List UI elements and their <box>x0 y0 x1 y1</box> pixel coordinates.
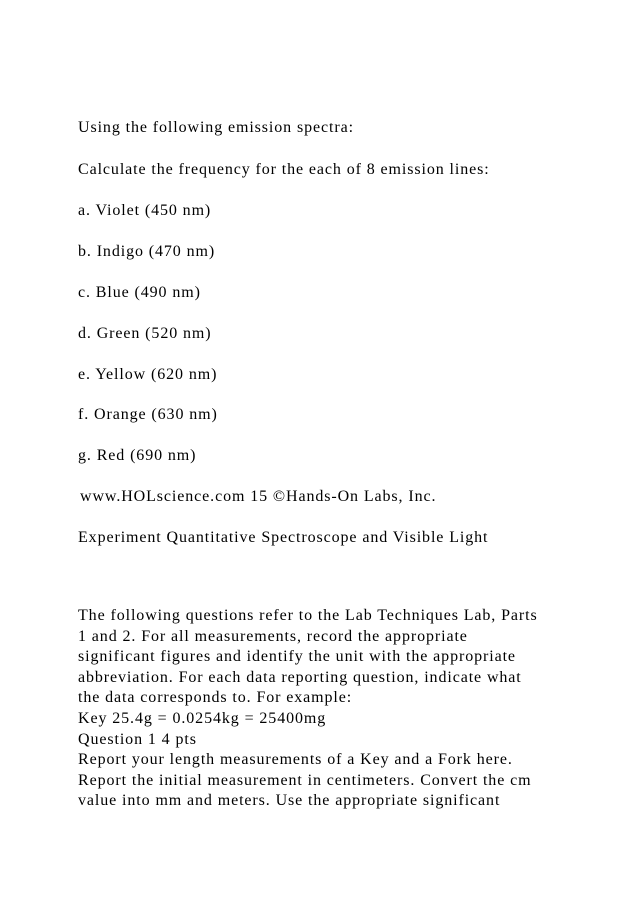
instruction-text: Calculate the frequency for the each of 8 emission lines: <box>78 161 490 178</box>
body-line: the data corresponds to. For example: <box>78 689 353 707</box>
body-line: 1 and 2. For all measurements, record the appropriate <box>78 627 468 645</box>
body-line: significant figures and identify the unit with the appropriate <box>78 648 516 666</box>
body-line: Question 1 4 pts <box>78 730 197 748</box>
emission-line-green: d. Green (520 nm) <box>78 325 212 342</box>
emission-line-orange: f. Orange (630 nm) <box>78 406 218 423</box>
body-line: Report your length measurements of a Key and a Fork here. <box>78 751 513 769</box>
intro-text: Using the following emission spectra: <box>78 119 354 136</box>
emission-line-blue: c. Blue (490 nm) <box>78 284 201 301</box>
emission-line-yellow: e. Yellow (620 nm) <box>78 366 218 383</box>
body-line: The following questions refer to the Lab Techniques Lab, Parts <box>78 607 538 624</box>
emission-line-red: g. Red (690 nm) <box>78 447 197 464</box>
body-line: abbreviation. For each data reporting question, indicate what <box>78 668 522 686</box>
body-line: value into mm and meters. Use the appropriate significant <box>78 792 501 810</box>
question-body <box>78 606 568 812</box>
body-line: Key 25.4g = 0.0254kg = 25400mg <box>78 709 327 727</box>
emission-line-violet: a. Violet (450 nm) <box>78 202 212 219</box>
footer-text: www.HOLscience.com 15 ©Hands-On Labs, Inc. <box>80 488 437 505</box>
experiment-title: Experiment Quantitative Spectroscope and Visible Light <box>78 529 489 546</box>
body-line: Report the initial measurement in centimeters. Convert the cm <box>78 771 532 789</box>
emission-line-indigo: b. Indigo (470 nm) <box>78 243 216 260</box>
